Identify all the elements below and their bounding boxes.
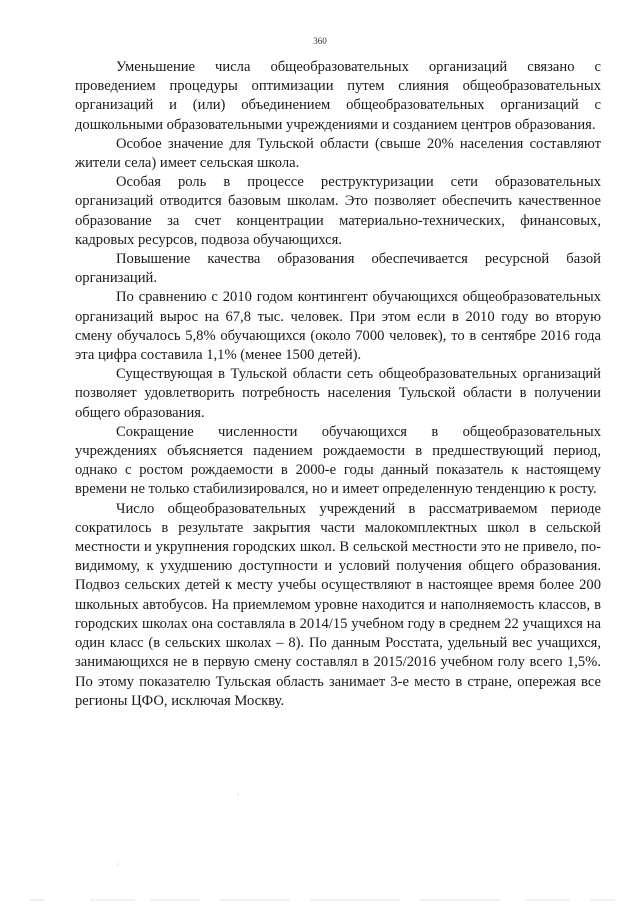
scan-artifacts (0, 785, 640, 905)
paragraph-5: По сравнению с 2010 годом контингент обучающихся общеобразовательных организаций вырос на 67,8 тыс. человек. При этом если в 2010 году во вторую смену обучалось 5,8% обучающихся (около 7000 человек), то в сентябре 2016 года эта цифра составила 1,1% (менее 1500 детей). (75, 289, 601, 364)
paragraph-2: Особое значение для Тульской области (свыше 20% населения составляют жители села) имеет сельская школа. (75, 135, 601, 172)
paragraph-6: Существующая в Тульской области сеть общеобразовательных организаций позволяет удовлетворить потребность населения Тульской области в получении общего образования. (75, 366, 601, 421)
document-body (75, 58, 601, 711)
paragraph-3: Особая роль в процессе реструктуризации сети образовательных организаций отводится базовым школам. Это позволяет обеспечить качественное образование за счет концентрации материально-технических, финансовых, кадровых ресурсов, подвоза обучающихся. (75, 174, 601, 248)
paragraph-4: Повышение качества образования обеспечивается ресурсной базой организаций. (75, 251, 601, 287)
paragraph-1: Уменьшение числа общеобразовательных организаций связано с проведением процедуры оптимизации путем слияния общеобразовательных организаций и (или) объединением общеобразовательных организаций с дошкольными образовательными учреждениями и созданием центров образования. (75, 59, 601, 133)
page-number: 360 (313, 36, 327, 46)
paragraph-7: Сокращение численности обучающихся в общеобразовательных учреждениях объясняется падением рождаемости в предшествующий период, однако с ростом рождаемости в 2000-е годы данный показатель к настоящему времени не только стабилизировался, но и имеет определенную тенденцию к росту. (75, 423, 601, 498)
paragraph-8: Число общеобразовательных учреждений в рассматриваемом периоде сократилось в результате закрытия части малокомплектных школ в сельской местности и укрупнения городских школ. В сельской местности это не привело, по-видимому, к ухудшению доступности и условий получения общего образования. Подвоз сельских детей к месту учебы осуществляют в настоящее время более 200 школьных автобусов. На приемлемом уровне находится и наполняемость классов, в городских школах она составляла в 2014/15 учебном году в среднем 22 учащихся на один класс (в сельских школах – 8). По данным Росстата, удельный вес учащихся, занимающихся не в первую смену составлял в 2015/2016 учебном голу всего 1,5%. По этому показателю Тульская область занимает 3-е место в стране, опережая все регионы ЦФО, исключая Москву. (75, 500, 601, 709)
